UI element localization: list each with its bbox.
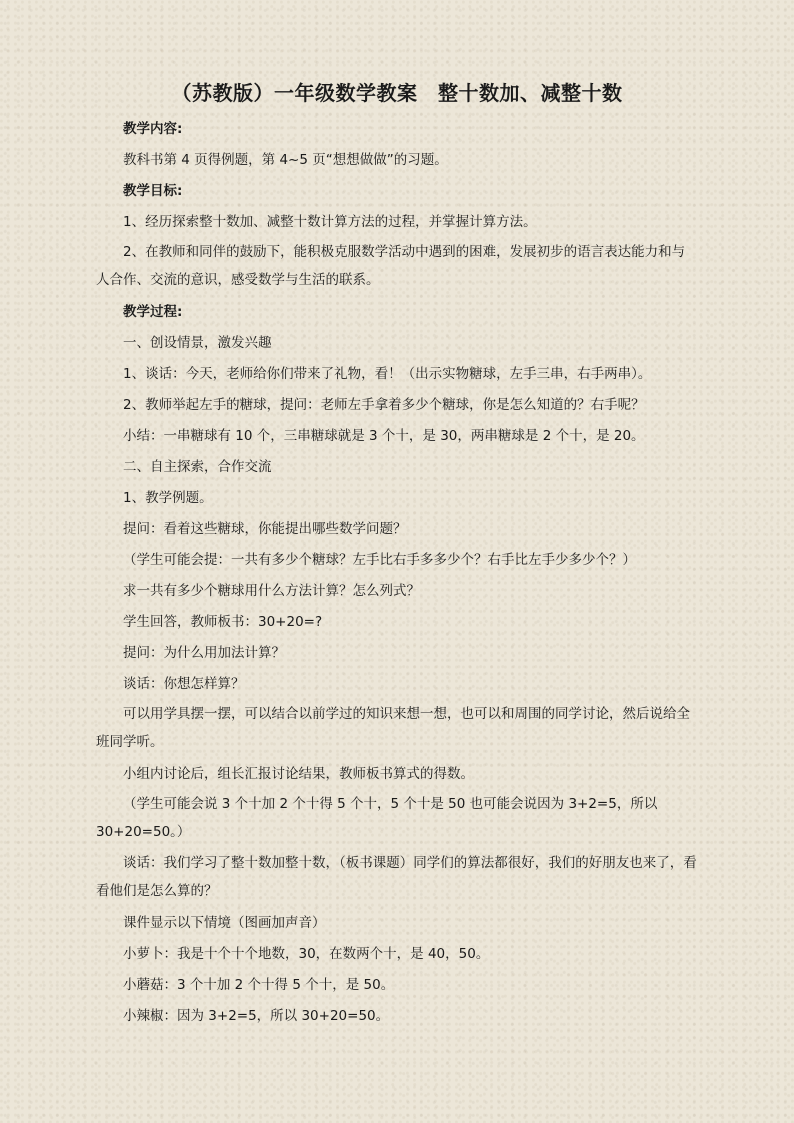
paragraph-line: 课件显示以下情境（图画加声音） xyxy=(123,915,326,931)
paragraph-line: （学生可能会提：一共有多少个糖球？左手比右手多多少个？右手比左手少多少个？） xyxy=(123,552,636,568)
paragraph-line: 小结：一串糖球有 10 个，三串糖球就是 3 个十，是 30，两串糖球是 2 个十，是 20。 xyxy=(123,428,645,444)
section-heading-content: 教学内容: xyxy=(123,121,183,137)
paragraph-line: 学生回答，教师板书：30+20=? xyxy=(123,614,323,630)
paragraph-line: 二、自主探索，合作交流 xyxy=(123,459,272,475)
document-title: （苏教版）一年级数学教案 整十数加、减整十数 xyxy=(171,81,623,105)
paragraph-line: 求一共有多少个糖球用什么方法计算？怎么列式？ xyxy=(123,583,420,599)
section-heading-goals: 教学目标: xyxy=(123,183,183,199)
paragraph-line: 1、经历探索整十数加、减整十数计算方法的过程，并掌握计算方法。 xyxy=(123,214,537,230)
section-heading-process: 教学过程: xyxy=(123,304,183,320)
paragraph-line: 小辣椒：因为 3+2=5，所以 30+20=50。 xyxy=(123,1008,390,1024)
document-body xyxy=(96,114,698,1032)
paragraph-line: 1、谈话：今天，老师给你们带来了礼物，看！（出示实物糖球，左手三串，右手两串）。 xyxy=(123,366,652,382)
paragraph-line: 2、教师举起左手的糖球，提问：老师左手拿着多少个糖球，你是怎么知道的？右手呢？ xyxy=(123,397,645,413)
paragraph-line: 1、教学例题。 xyxy=(123,490,213,506)
paragraph-line: 提问：看着这些糖球，你能提出哪些数学问题？ xyxy=(123,521,407,537)
paragraph-line: 可以用学具摆一摆，可以结合以前学过的知识来想一想，也可以和周围的同学讨论，然后说给全班同学听。 xyxy=(96,706,690,750)
paragraph-line: 小组内讨论后，组长汇报讨论结果，教师板书算式的得数。 xyxy=(123,766,474,782)
paragraph-line: 一、创设情景，激发兴趣 xyxy=(123,335,272,351)
paragraph-line: 谈话：你想怎样算？ xyxy=(123,676,245,692)
paragraph-line: 2、在教师和同伴的鼓励下，能积极克服数学活动中遇到的困难，发展初步的语言表达能力和与人合作、交流的意识，感受数学与生活的联系。 xyxy=(96,244,686,288)
paragraph-line: 谈话：我们学习了整十数加整十数，（板书课题）同学们的算法都很好，我们的好朋友也来了，看看他们是怎么算的？ xyxy=(96,855,697,899)
paragraph-line: 小蘑菇：3 个十加 2 个十得 5 个十，是 50。 xyxy=(123,977,395,993)
paragraph-line: （学生可能会说 3 个十加 2 个十得 5 个十，5 个十是 50 也可能会说因为 3+2=5，所以30+20=50。） xyxy=(96,796,658,840)
paragraph-line: 小萝卜：我是十个十个地数，30，在数两个十，是 40，50。 xyxy=(123,946,490,962)
paragraph-line: 提问：为什么用加法计算？ xyxy=(123,645,285,661)
paragraph-line: 教科书第 4 页得例题，第 4~5 页“想想做做”的习题。 xyxy=(123,152,448,168)
